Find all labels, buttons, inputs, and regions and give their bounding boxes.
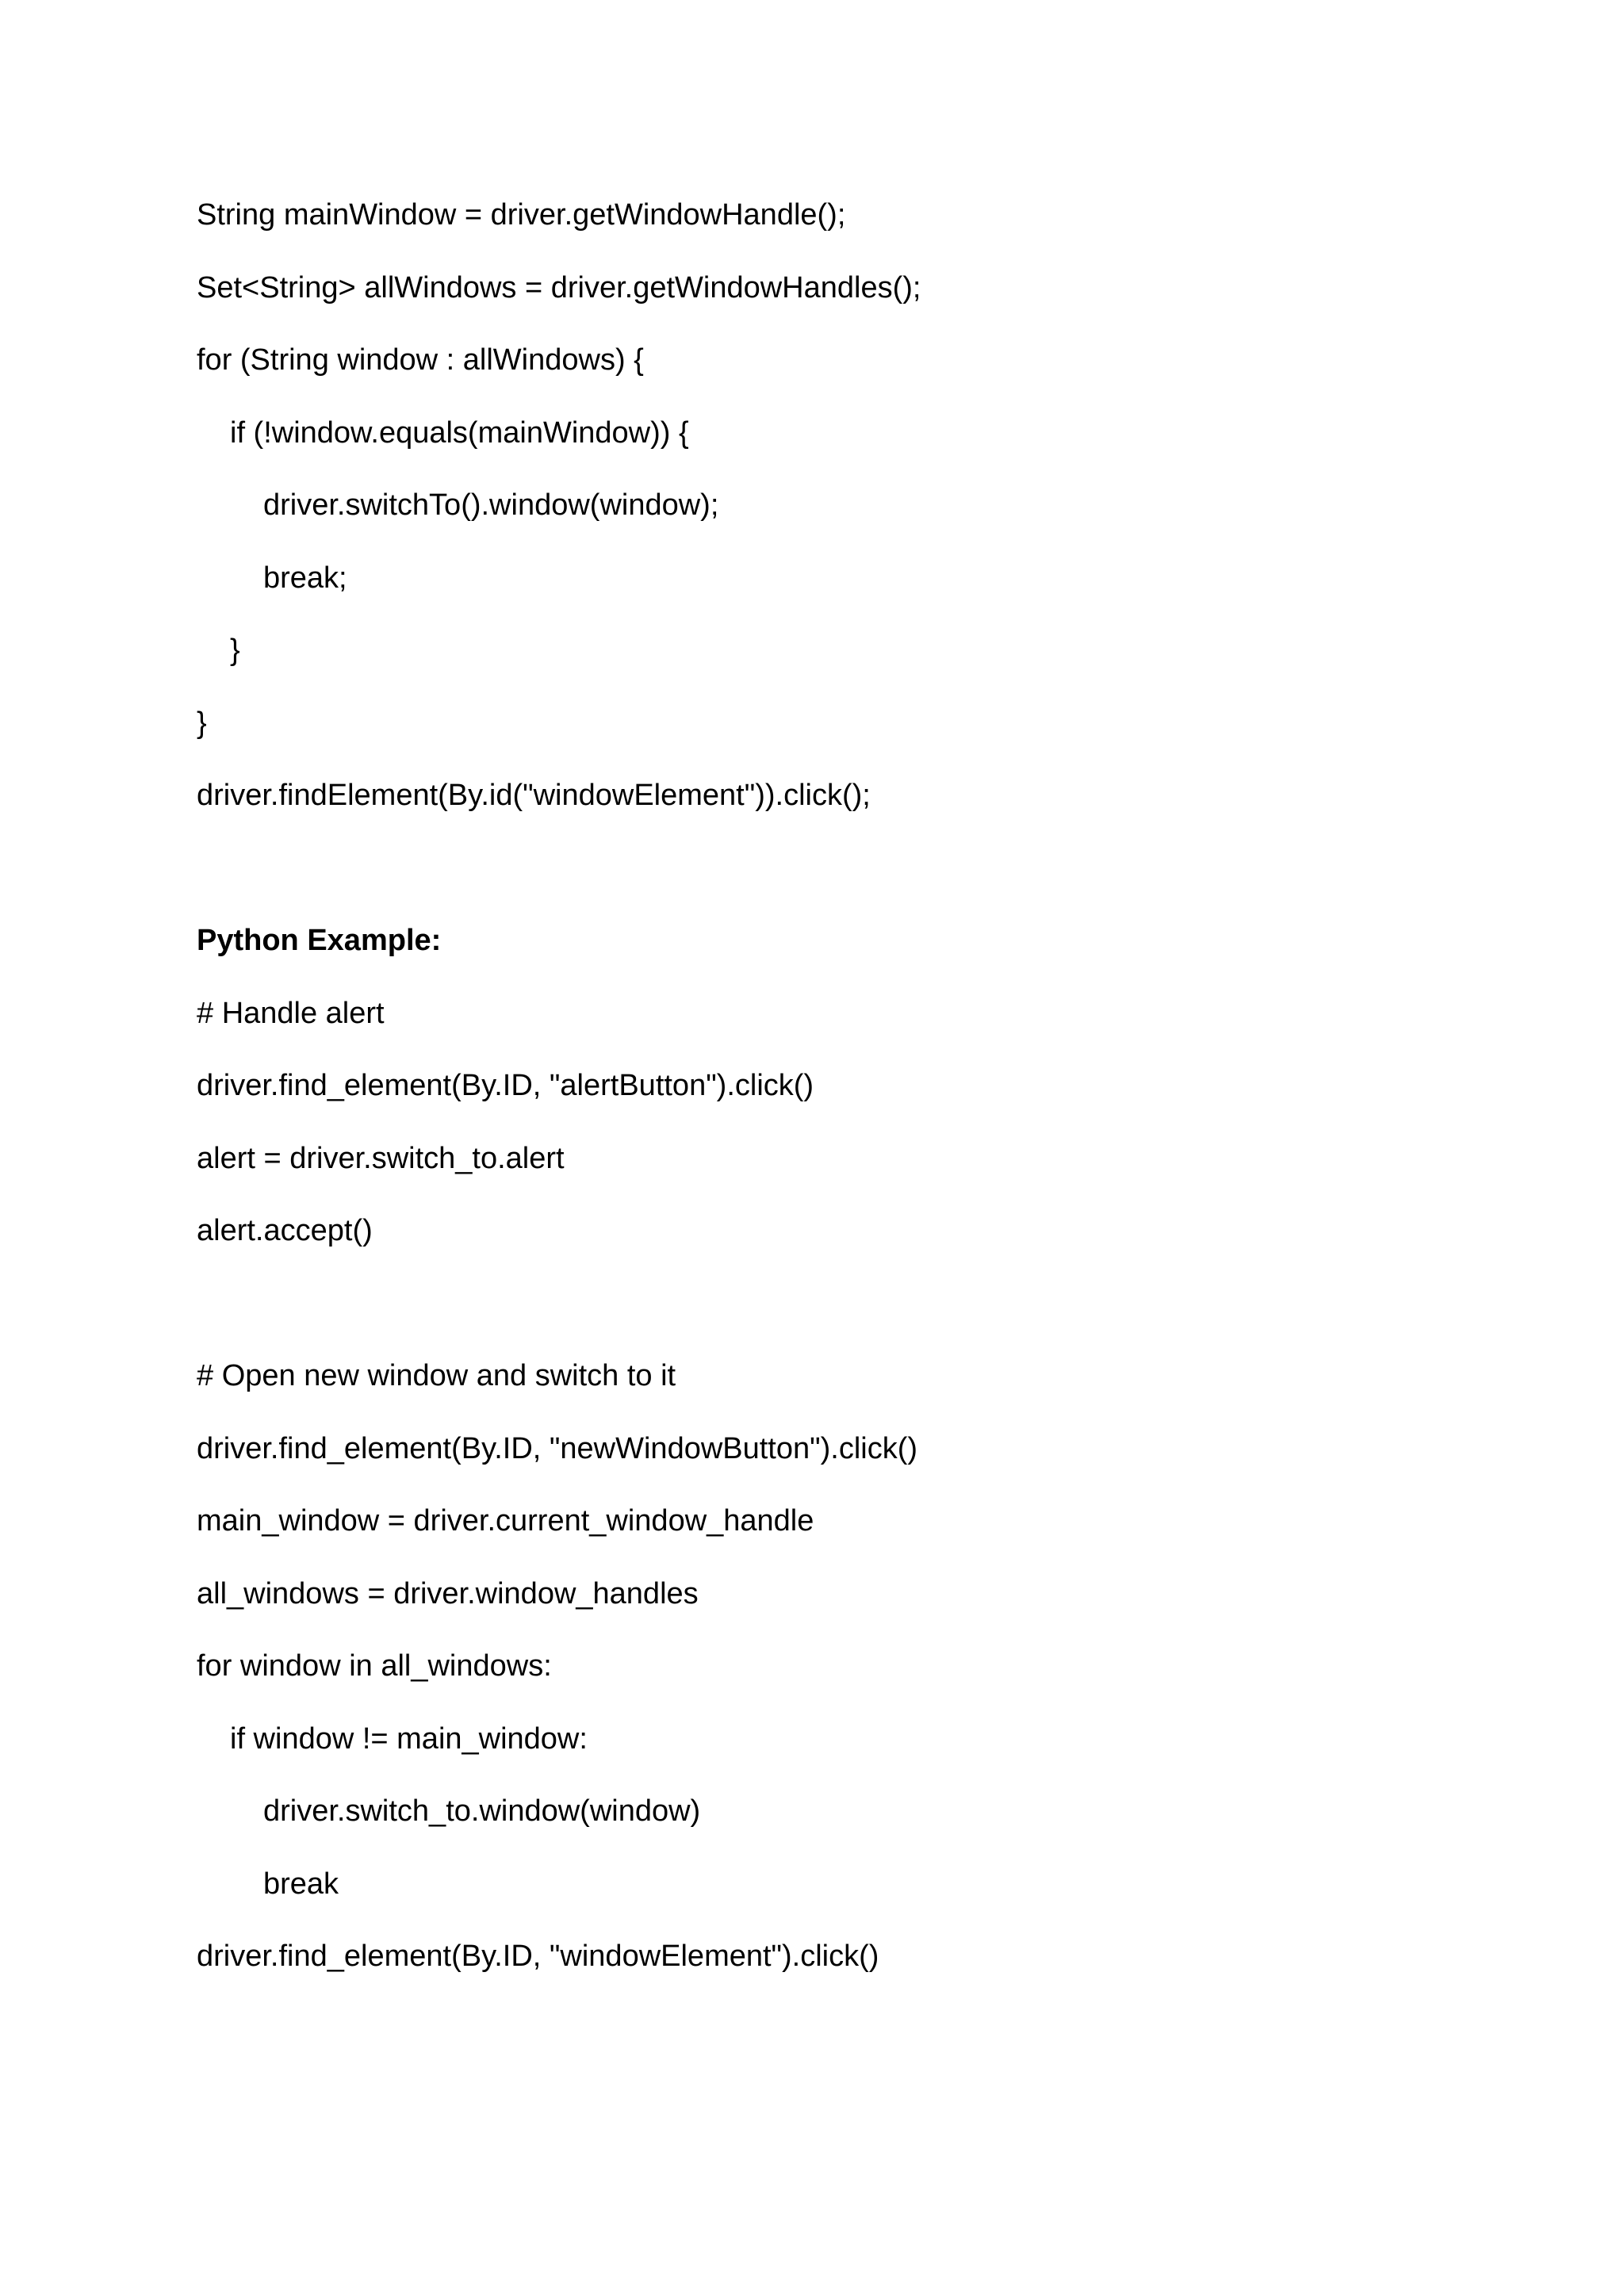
java-code-line: driver.switchTo().window(window); (263, 488, 719, 522)
python-example-heading: Python Example: (197, 924, 442, 957)
python-code-line: main_window = driver.current_window_handle (197, 1504, 814, 1538)
python-comment: # Handle alert (197, 997, 385, 1030)
java-code-line: String mainWindow = driver.getWindowHandle(); (197, 198, 846, 232)
java-code-line: } (197, 707, 207, 740)
python-code-line: alert = driver.switch_to.alert (197, 1142, 565, 1175)
java-code-line: break; (263, 561, 347, 595)
python-code-line: driver.find_element(By.ID, "newWindowButton").click() (197, 1432, 918, 1465)
python-code-line: all_windows = driver.window_handles (197, 1577, 699, 1610)
python-code-line: driver.find_element(By.ID, "windowElement").click() (197, 1940, 879, 1973)
python-code-line: break (263, 1867, 339, 1901)
python-code-line: driver.find_element(By.ID, "alertButton").click() (197, 1069, 814, 1102)
java-code-line: if (!window.equals(mainWindow)) { (230, 416, 689, 450)
python-code-line: driver.switch_to.window(window) (263, 1794, 701, 1828)
java-code-line: for (String window : allWindows) { (197, 343, 644, 377)
python-code-line: alert.accept() (197, 1214, 373, 1247)
python-code-line: for window in all_windows: (197, 1649, 552, 1683)
python-comment: # Open new window and switch to it (197, 1359, 676, 1392)
java-code-line: Set<String> allWindows = driver.getWindowHandles(); (197, 271, 921, 304)
java-code-line: } (230, 634, 240, 667)
java-code-line: driver.findElement(By.id("windowElement")).click(); (197, 779, 871, 812)
python-code-line: if window != main_window: (230, 1722, 588, 1756)
